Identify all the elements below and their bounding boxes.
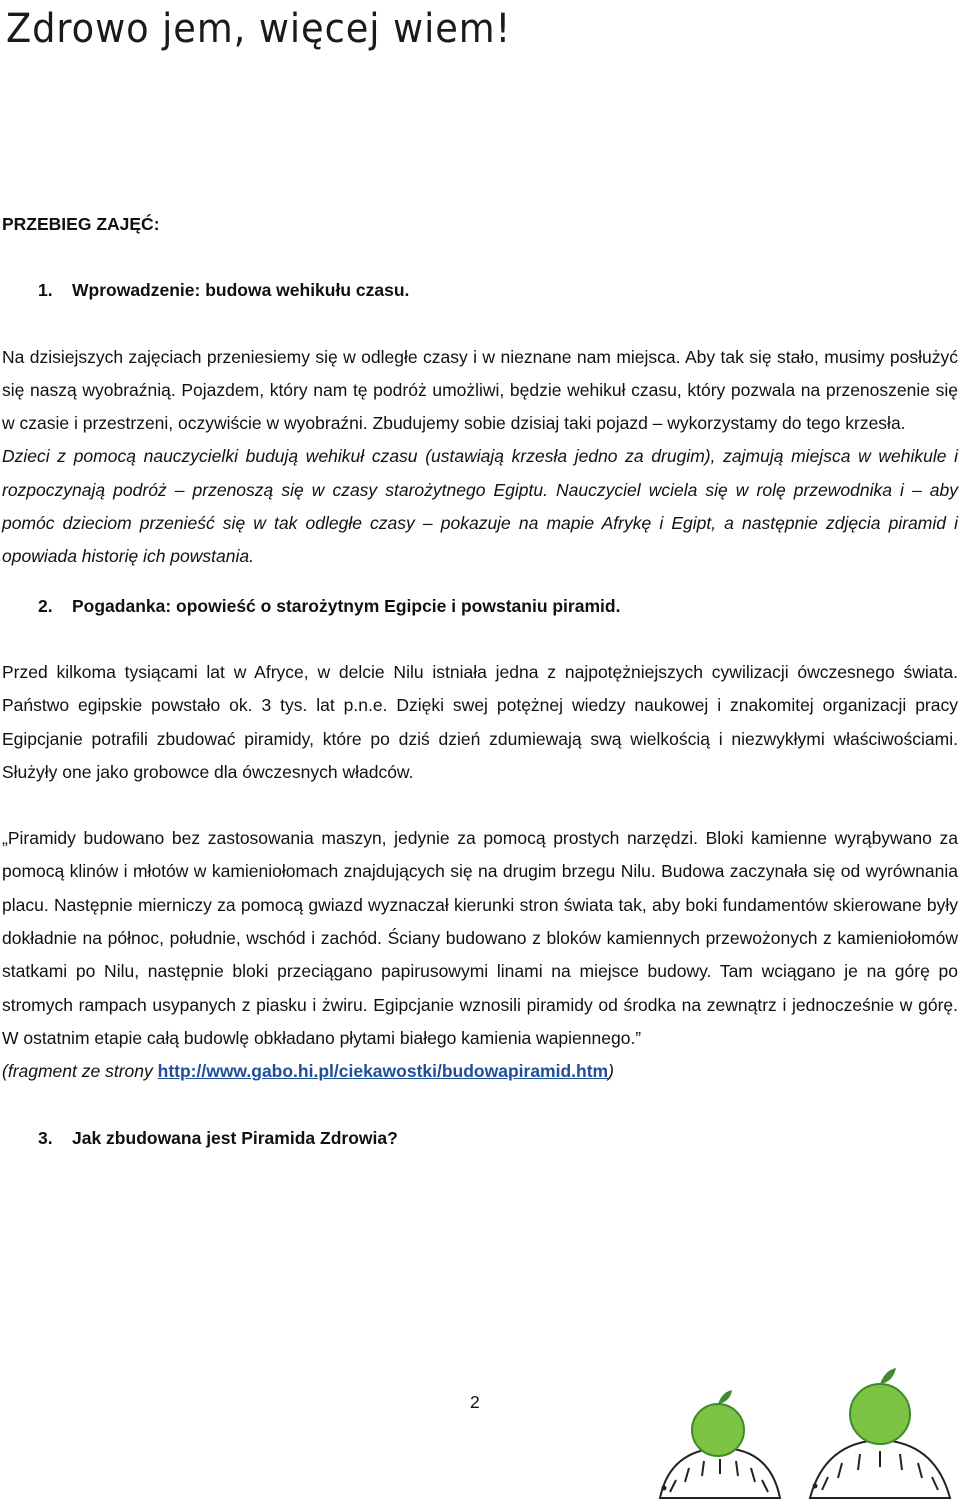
- source-link[interactable]: http://www.gabo.hi.pl/ciekawostki/budowapiramid.htm: [157, 1061, 609, 1082]
- header-title: Zdrowo jem, więcej wiem!: [6, 6, 512, 52]
- paragraph-egypt: Przed kilkoma tysiącami lat w Afryce, w delcie Nilu istniała jedna z najpotężniejszych cywilizacji ówczesnego świata. Państwo egipskie powstało ok. 3 tys. lat p.n.e. Dzięki swej potężnej wiedzy naukowej i znakomitej organizacji pracy Egipcjanie potrafili zbudować piramidy, które po dziś dzień zdumiewają swą wielkością i niezwykłymi właściwościami. Służyły one jako grobowce dla ówczesnych władców.: [2, 661, 958, 782]
- paragraph-intro: Na dzisiejszych zajęciach przeniesiemy się w odległe czasy i w nieznane nam miejsca. Aby tak się stało, musimy posłużyć się naszą wyobraźnią. Pojazdem, który nam tę podróż umożliwi, będzie wehikuł czasu, który pozwala na przenoszenie się w czasie i przestrzeni, oczywiście w wyobraźni. Zbudujemy sobie dzisiaj taki pojazd – wykorzystamy do tego krzesła.: [2, 346, 958, 434]
- step-number: 3.: [38, 1127, 53, 1148]
- step-title: Pogadanka: opowieść o starożytnym Egipcie i powstaniu piramid.: [72, 595, 621, 616]
- source-suffix: ): [608, 1061, 614, 1082]
- step-number: 2.: [38, 595, 53, 616]
- step-heading-3: [2, 1122, 958, 1155]
- step-title: Wprowadzenie: budowa wehikułu czasu.: [72, 280, 410, 301]
- step-heading-1: [2, 274, 958, 307]
- step-heading-2: [2, 590, 958, 623]
- apple-left-icon: [692, 1390, 744, 1456]
- step-title: Jak zbudowana jest Piramida Zdrowia?: [72, 1127, 398, 1148]
- hedgehog-apple-illustration: [640, 1360, 960, 1501]
- source-line: [2, 1055, 958, 1088]
- document-body: [2, 208, 958, 1188]
- page-number: 2: [470, 1392, 480, 1412]
- step-number: 1.: [38, 280, 53, 301]
- apple-right-icon: [850, 1368, 910, 1444]
- paragraph-activity: Dzieci z pomocą nauczycielki budują wehikuł czasu (ustawiają krzesła jedno za drugim), zajmują miejsca w wehikule i rozpoczynają podróż – przenoszą się w czasy starożytnego Egiptu. Nauczyciel wciela się w rolę przewodnika i – aby pomóc dzieciom przenieść się w tak odległe czasy – pokazuje na mapie Afrykę i Egipt, a następnie zdjęcia piramid i opowiada historię ich powstania.: [2, 446, 958, 567]
- source-prefix: (fragment ze strony: [2, 1061, 158, 1082]
- paragraph-quote: „Piramidy budowano bez zastosowania maszyn, jedynie za pomocą prostych narzędzi. Bloki kamienne wyrąbywano za pomocą klinów i młotów w kamieniołomach znajdujących się na drugim brzegu Nilu. Budowa zaczynała się od wyrównania placu. Następnie mierniczy za pomocą gwiazd wyznaczał kierunki stron świata tak, aby boki fundamentów skierowane były dokładnie na północ, południe, wschód i zachód. Ściany budowano z bloków kamiennych przewożonych z kamieniołomów statkami po Nilu, następnie bloki przeciągano papirusowymi linami na miejsce budowy. Tam wciągano je na górę po stromych rampach usypanych z piasku i żwiru. Egipcjanie wznosili piramidy od środka na zewnątrz i jednocześnie w górę. W ostatnim etapie całą budowlę obkładano płytami białego kamienia wapiennego.”: [2, 828, 958, 1048]
- section-label: PRZEBIEG ZAJĘĆ:: [2, 214, 160, 234]
- hedgehog-right-icon: [810, 1440, 950, 1498]
